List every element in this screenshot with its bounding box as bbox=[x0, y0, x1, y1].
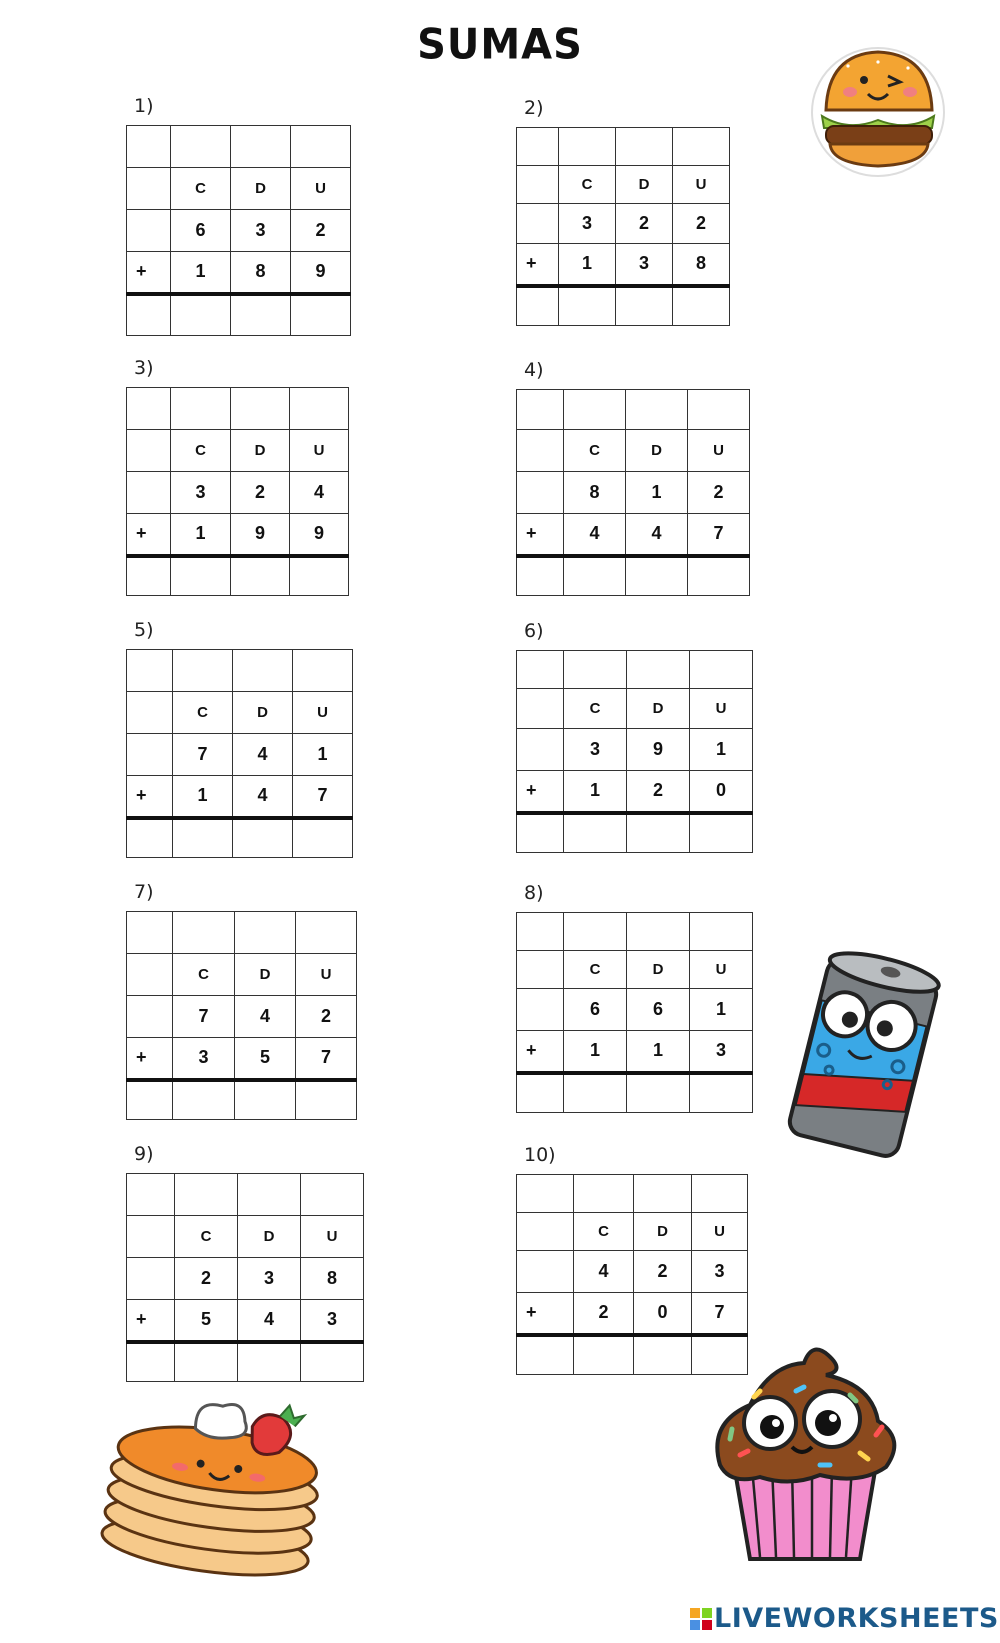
result-row bbox=[127, 294, 351, 336]
problem-number: 8) bbox=[524, 882, 544, 904]
place-header: U bbox=[692, 1213, 748, 1251]
empty-cell bbox=[517, 166, 559, 204]
place-header: C bbox=[173, 954, 235, 996]
addition-grid bbox=[126, 125, 351, 336]
liveworksheets-logo-icon bbox=[690, 1608, 712, 1630]
answer-cell[interactable] bbox=[231, 294, 291, 336]
place-header: U bbox=[293, 692, 353, 734]
empty-cell bbox=[690, 913, 753, 951]
digit-cell: 3 bbox=[559, 204, 616, 244]
answer-cell[interactable] bbox=[296, 1080, 357, 1120]
blank-row bbox=[517, 128, 730, 166]
addend-row-1 bbox=[517, 729, 753, 771]
empty-cell bbox=[290, 388, 349, 430]
result-row bbox=[517, 813, 753, 853]
place-header: C bbox=[173, 692, 233, 734]
answer-cell[interactable] bbox=[235, 1080, 296, 1120]
empty-cell bbox=[627, 651, 690, 689]
empty-cell bbox=[559, 128, 616, 166]
watermark-text: LIVEWORKSHEETS bbox=[714, 1603, 999, 1634]
place-header-row bbox=[127, 168, 351, 210]
watermark bbox=[690, 1603, 999, 1634]
digit-cell: 1 bbox=[564, 771, 627, 813]
addition-grid bbox=[516, 912, 753, 1113]
digit-cell: 9 bbox=[291, 252, 351, 294]
answer-cell[interactable] bbox=[171, 294, 231, 336]
place-header: U bbox=[690, 951, 753, 989]
answer-cell[interactable] bbox=[564, 556, 626, 596]
blank-row bbox=[127, 1174, 364, 1216]
result-row bbox=[517, 556, 750, 596]
empty-cell bbox=[173, 650, 233, 692]
answer-cell[interactable] bbox=[127, 294, 171, 336]
result-row bbox=[127, 1342, 364, 1382]
problem-4 bbox=[516, 359, 750, 596]
plus-sign: + bbox=[517, 1293, 574, 1335]
plus-sign: + bbox=[517, 244, 559, 286]
digit-cell: 2 bbox=[616, 204, 673, 244]
answer-cell[interactable] bbox=[290, 556, 349, 596]
answer-cell[interactable] bbox=[517, 813, 564, 853]
digit-cell: 1 bbox=[171, 252, 231, 294]
place-header-row bbox=[517, 430, 750, 472]
blank-row bbox=[127, 126, 351, 168]
digit-cell: 9 bbox=[627, 729, 690, 771]
answer-cell[interactable] bbox=[627, 813, 690, 853]
place-header: D bbox=[238, 1216, 301, 1258]
pancakes-sticker bbox=[100, 1388, 330, 1588]
digit-cell: 1 bbox=[564, 1031, 627, 1073]
empty-cell bbox=[690, 651, 753, 689]
result-row bbox=[127, 818, 353, 858]
addend-row-2 bbox=[127, 1038, 357, 1080]
addend-row-1 bbox=[127, 996, 357, 1038]
digit-cell: 9 bbox=[231, 514, 290, 556]
empty-cell bbox=[175, 1174, 238, 1216]
addend-row-2 bbox=[127, 1300, 364, 1342]
empty-cell bbox=[673, 128, 730, 166]
empty-cell bbox=[517, 204, 559, 244]
problem-7 bbox=[126, 881, 357, 1120]
digit-cell: 8 bbox=[301, 1258, 364, 1300]
addend-row-1 bbox=[127, 210, 351, 252]
cupcake-sticker bbox=[700, 1335, 910, 1575]
place-header: D bbox=[626, 430, 688, 472]
empty-cell bbox=[173, 912, 235, 954]
problem-number: 6) bbox=[524, 620, 544, 642]
empty-cell bbox=[564, 651, 627, 689]
place-header: U bbox=[673, 166, 730, 204]
digit-cell: 1 bbox=[627, 1031, 690, 1073]
empty-cell bbox=[231, 388, 290, 430]
digit-cell: 4 bbox=[564, 514, 626, 556]
place-header-row bbox=[127, 954, 357, 996]
addend-row-1 bbox=[127, 734, 353, 776]
answer-cell[interactable] bbox=[127, 1080, 173, 1120]
place-header: C bbox=[559, 166, 616, 204]
answer-cell[interactable] bbox=[690, 1073, 753, 1113]
digit-cell: 9 bbox=[290, 514, 349, 556]
digit-cell: 1 bbox=[690, 989, 753, 1031]
addition-grid bbox=[126, 387, 349, 596]
addend-row-1 bbox=[517, 989, 753, 1031]
empty-cell bbox=[127, 210, 171, 252]
digit-cell: 1 bbox=[690, 729, 753, 771]
place-header: C bbox=[574, 1213, 634, 1251]
problem-number: 9) bbox=[134, 1143, 154, 1165]
problem-number: 2) bbox=[524, 97, 544, 119]
plus-sign: + bbox=[517, 1031, 564, 1073]
place-header: D bbox=[231, 430, 290, 472]
digit-cell: 7 bbox=[688, 514, 750, 556]
addend-row-2 bbox=[127, 514, 349, 556]
empty-cell bbox=[574, 1175, 634, 1213]
empty-cell bbox=[688, 390, 750, 430]
blank-row bbox=[517, 913, 753, 951]
empty-cell bbox=[127, 912, 173, 954]
place-header: D bbox=[634, 1213, 692, 1251]
burger-sticker bbox=[808, 40, 948, 180]
answer-cell[interactable] bbox=[574, 1335, 634, 1375]
problem-2 bbox=[516, 97, 730, 326]
addition-grid bbox=[516, 389, 750, 596]
answer-cell[interactable] bbox=[616, 286, 673, 326]
digit-cell: 7 bbox=[296, 1038, 357, 1080]
empty-cell bbox=[127, 430, 171, 472]
answer-cell[interactable] bbox=[517, 556, 564, 596]
answer-cell[interactable] bbox=[564, 813, 627, 853]
place-header-row bbox=[127, 430, 349, 472]
empty-cell bbox=[291, 126, 351, 168]
empty-cell bbox=[293, 650, 353, 692]
plus-sign: + bbox=[127, 252, 171, 294]
place-header: C bbox=[564, 951, 627, 989]
answer-cell[interactable] bbox=[688, 556, 750, 596]
answer-cell[interactable] bbox=[127, 1342, 175, 1382]
digit-cell: 7 bbox=[173, 996, 235, 1038]
answer-cell[interactable] bbox=[291, 294, 351, 336]
empty-cell bbox=[127, 954, 173, 996]
problem-number: 3) bbox=[134, 357, 154, 379]
problem-number: 7) bbox=[134, 881, 154, 903]
answer-cell[interactable] bbox=[690, 813, 753, 853]
empty-cell bbox=[127, 472, 171, 514]
answer-cell[interactable] bbox=[233, 818, 293, 858]
answer-cell[interactable] bbox=[173, 1080, 235, 1120]
place-header: U bbox=[296, 954, 357, 996]
addend-row-2 bbox=[517, 1293, 748, 1335]
digit-cell: 2 bbox=[291, 210, 351, 252]
result-row bbox=[127, 556, 349, 596]
blank-row bbox=[127, 912, 357, 954]
digit-cell: 2 bbox=[634, 1251, 692, 1293]
place-header-row bbox=[127, 1216, 364, 1258]
digit-cell: 0 bbox=[634, 1293, 692, 1335]
problem-1 bbox=[126, 95, 351, 336]
empty-cell bbox=[616, 128, 673, 166]
plus-sign: + bbox=[127, 1300, 175, 1342]
page-title: SUMAS bbox=[417, 20, 583, 70]
addition-grid bbox=[126, 1173, 364, 1382]
answer-cell[interactable] bbox=[626, 556, 688, 596]
place-header: D bbox=[627, 689, 690, 729]
result-row bbox=[127, 1080, 357, 1120]
answer-cell[interactable] bbox=[301, 1342, 364, 1382]
answer-cell[interactable] bbox=[564, 1073, 627, 1113]
blank-row bbox=[517, 1175, 748, 1213]
empty-cell bbox=[127, 1216, 175, 1258]
empty-cell bbox=[517, 1213, 574, 1251]
answer-cell[interactable] bbox=[238, 1342, 301, 1382]
empty-cell bbox=[127, 126, 171, 168]
problem-number: 5) bbox=[134, 619, 154, 641]
empty-cell bbox=[235, 912, 296, 954]
digit-cell: 4 bbox=[238, 1300, 301, 1342]
answer-cell[interactable] bbox=[175, 1342, 238, 1382]
digit-cell: 7 bbox=[692, 1293, 748, 1335]
empty-cell bbox=[127, 692, 173, 734]
plus-sign: + bbox=[127, 1038, 173, 1080]
place-header-row bbox=[127, 692, 353, 734]
digit-cell: 3 bbox=[238, 1258, 301, 1300]
addition-grid bbox=[516, 650, 753, 853]
digit-cell: 3 bbox=[231, 210, 291, 252]
digit-cell: 8 bbox=[673, 244, 730, 286]
result-row bbox=[517, 286, 730, 326]
plus-sign: + bbox=[127, 776, 173, 818]
addition-grid bbox=[126, 911, 357, 1120]
empty-cell bbox=[564, 390, 626, 430]
place-header: C bbox=[175, 1216, 238, 1258]
place-header: C bbox=[564, 689, 627, 729]
digit-cell: 1 bbox=[293, 734, 353, 776]
digit-cell: 8 bbox=[564, 472, 626, 514]
digit-cell: 4 bbox=[626, 514, 688, 556]
addend-row-1 bbox=[517, 1251, 748, 1293]
answer-cell[interactable] bbox=[517, 286, 559, 326]
place-header: C bbox=[171, 430, 231, 472]
place-header: C bbox=[171, 168, 231, 210]
place-header: D bbox=[231, 168, 291, 210]
empty-cell bbox=[171, 388, 231, 430]
answer-cell[interactable] bbox=[517, 1335, 574, 1375]
empty-cell bbox=[127, 1174, 175, 1216]
answer-cell[interactable] bbox=[127, 556, 171, 596]
place-header-row bbox=[517, 689, 753, 729]
addend-row-1 bbox=[517, 472, 750, 514]
empty-cell bbox=[233, 650, 293, 692]
problem-5 bbox=[126, 619, 353, 858]
digit-cell: 2 bbox=[574, 1293, 634, 1335]
place-header: U bbox=[688, 430, 750, 472]
digit-cell: 2 bbox=[627, 771, 690, 813]
digit-cell: 3 bbox=[690, 1031, 753, 1073]
empty-cell bbox=[517, 128, 559, 166]
digit-cell: 1 bbox=[171, 514, 231, 556]
empty-cell bbox=[517, 430, 564, 472]
digit-cell: 6 bbox=[627, 989, 690, 1031]
place-header-row bbox=[517, 951, 753, 989]
empty-cell bbox=[127, 388, 171, 430]
digit-cell: 1 bbox=[626, 472, 688, 514]
answer-cell[interactable] bbox=[634, 1335, 692, 1375]
digit-cell: 4 bbox=[235, 996, 296, 1038]
problem-number: 10) bbox=[524, 1144, 556, 1166]
digit-cell: 2 bbox=[673, 204, 730, 244]
problem-9 bbox=[126, 1143, 364, 1382]
answer-cell[interactable] bbox=[171, 556, 231, 596]
empty-cell bbox=[127, 1258, 175, 1300]
digit-cell: 7 bbox=[173, 734, 233, 776]
blank-row bbox=[517, 390, 750, 430]
empty-cell bbox=[517, 390, 564, 430]
digit-cell: 1 bbox=[173, 776, 233, 818]
digit-cell: 2 bbox=[175, 1258, 238, 1300]
digit-cell: 3 bbox=[173, 1038, 235, 1080]
empty-cell bbox=[517, 651, 564, 689]
empty-cell bbox=[127, 996, 173, 1038]
addend-row-1 bbox=[127, 472, 349, 514]
result-row bbox=[517, 1073, 753, 1113]
empty-cell bbox=[517, 689, 564, 729]
answer-cell[interactable] bbox=[517, 1073, 564, 1113]
answer-cell[interactable] bbox=[231, 556, 290, 596]
digit-cell: 5 bbox=[175, 1300, 238, 1342]
answer-cell[interactable] bbox=[673, 286, 730, 326]
digit-cell: 4 bbox=[290, 472, 349, 514]
empty-cell bbox=[517, 472, 564, 514]
digit-cell: 6 bbox=[171, 210, 231, 252]
digit-cell: 5 bbox=[235, 1038, 296, 1080]
answer-cell[interactable] bbox=[627, 1073, 690, 1113]
plus-sign: + bbox=[127, 514, 171, 556]
addend-row-2 bbox=[517, 1031, 753, 1073]
answer-cell[interactable] bbox=[127, 818, 173, 858]
place-header-row bbox=[517, 1213, 748, 1251]
addend-row-2 bbox=[517, 771, 753, 813]
blank-row bbox=[517, 651, 753, 689]
empty-cell bbox=[517, 1251, 574, 1293]
place-header-row bbox=[517, 166, 730, 204]
place-header: D bbox=[616, 166, 673, 204]
addend-row-1 bbox=[517, 204, 730, 244]
addend-row-2 bbox=[127, 776, 353, 818]
empty-cell bbox=[238, 1174, 301, 1216]
empty-cell bbox=[171, 126, 231, 168]
answer-cell[interactable] bbox=[173, 818, 233, 858]
problem-6 bbox=[516, 620, 753, 853]
problem-3 bbox=[126, 357, 349, 596]
empty-cell bbox=[564, 913, 627, 951]
empty-cell bbox=[127, 650, 173, 692]
addition-grid bbox=[516, 127, 730, 326]
empty-cell bbox=[634, 1175, 692, 1213]
empty-cell bbox=[517, 951, 564, 989]
place-header: D bbox=[235, 954, 296, 996]
addition-grid bbox=[126, 649, 353, 858]
place-header: U bbox=[291, 168, 351, 210]
empty-cell bbox=[127, 168, 171, 210]
digit-cell: 4 bbox=[233, 776, 293, 818]
place-header: D bbox=[627, 951, 690, 989]
empty-cell bbox=[301, 1174, 364, 1216]
empty-cell bbox=[626, 390, 688, 430]
addend-row-1 bbox=[127, 1258, 364, 1300]
answer-cell[interactable] bbox=[293, 818, 353, 858]
blank-row bbox=[127, 388, 349, 430]
problem-number: 4) bbox=[524, 359, 544, 381]
plus-sign: + bbox=[517, 514, 564, 556]
digit-cell: 8 bbox=[231, 252, 291, 294]
digit-cell: 3 bbox=[564, 729, 627, 771]
problem-number: 1) bbox=[134, 95, 154, 117]
blank-row bbox=[127, 650, 353, 692]
digit-cell: 7 bbox=[293, 776, 353, 818]
empty-cell bbox=[231, 126, 291, 168]
empty-cell bbox=[517, 913, 564, 951]
soda-can-sticker bbox=[775, 950, 950, 1165]
empty-cell bbox=[517, 989, 564, 1031]
empty-cell bbox=[127, 734, 173, 776]
empty-cell bbox=[692, 1175, 748, 1213]
empty-cell bbox=[517, 1175, 574, 1213]
digit-cell: 4 bbox=[574, 1251, 634, 1293]
digit-cell: 3 bbox=[301, 1300, 364, 1342]
empty-cell bbox=[296, 912, 357, 954]
place-header: D bbox=[233, 692, 293, 734]
place-header: U bbox=[690, 689, 753, 729]
place-header: C bbox=[564, 430, 626, 472]
digit-cell: 2 bbox=[231, 472, 290, 514]
digit-cell: 2 bbox=[296, 996, 357, 1038]
digit-cell: 0 bbox=[690, 771, 753, 813]
place-header: U bbox=[290, 430, 349, 472]
digit-cell: 2 bbox=[688, 472, 750, 514]
answer-cell[interactable] bbox=[559, 286, 616, 326]
digit-cell: 3 bbox=[171, 472, 231, 514]
place-header: U bbox=[301, 1216, 364, 1258]
digit-cell: 1 bbox=[559, 244, 616, 286]
digit-cell: 3 bbox=[616, 244, 673, 286]
problem-8 bbox=[516, 882, 753, 1113]
plus-sign: + bbox=[517, 771, 564, 813]
addend-row-2 bbox=[517, 244, 730, 286]
empty-cell bbox=[517, 729, 564, 771]
empty-cell bbox=[627, 913, 690, 951]
addend-row-2 bbox=[517, 514, 750, 556]
digit-cell: 3 bbox=[692, 1251, 748, 1293]
digit-cell: 6 bbox=[564, 989, 627, 1031]
digit-cell: 4 bbox=[233, 734, 293, 776]
addend-row-2 bbox=[127, 252, 351, 294]
